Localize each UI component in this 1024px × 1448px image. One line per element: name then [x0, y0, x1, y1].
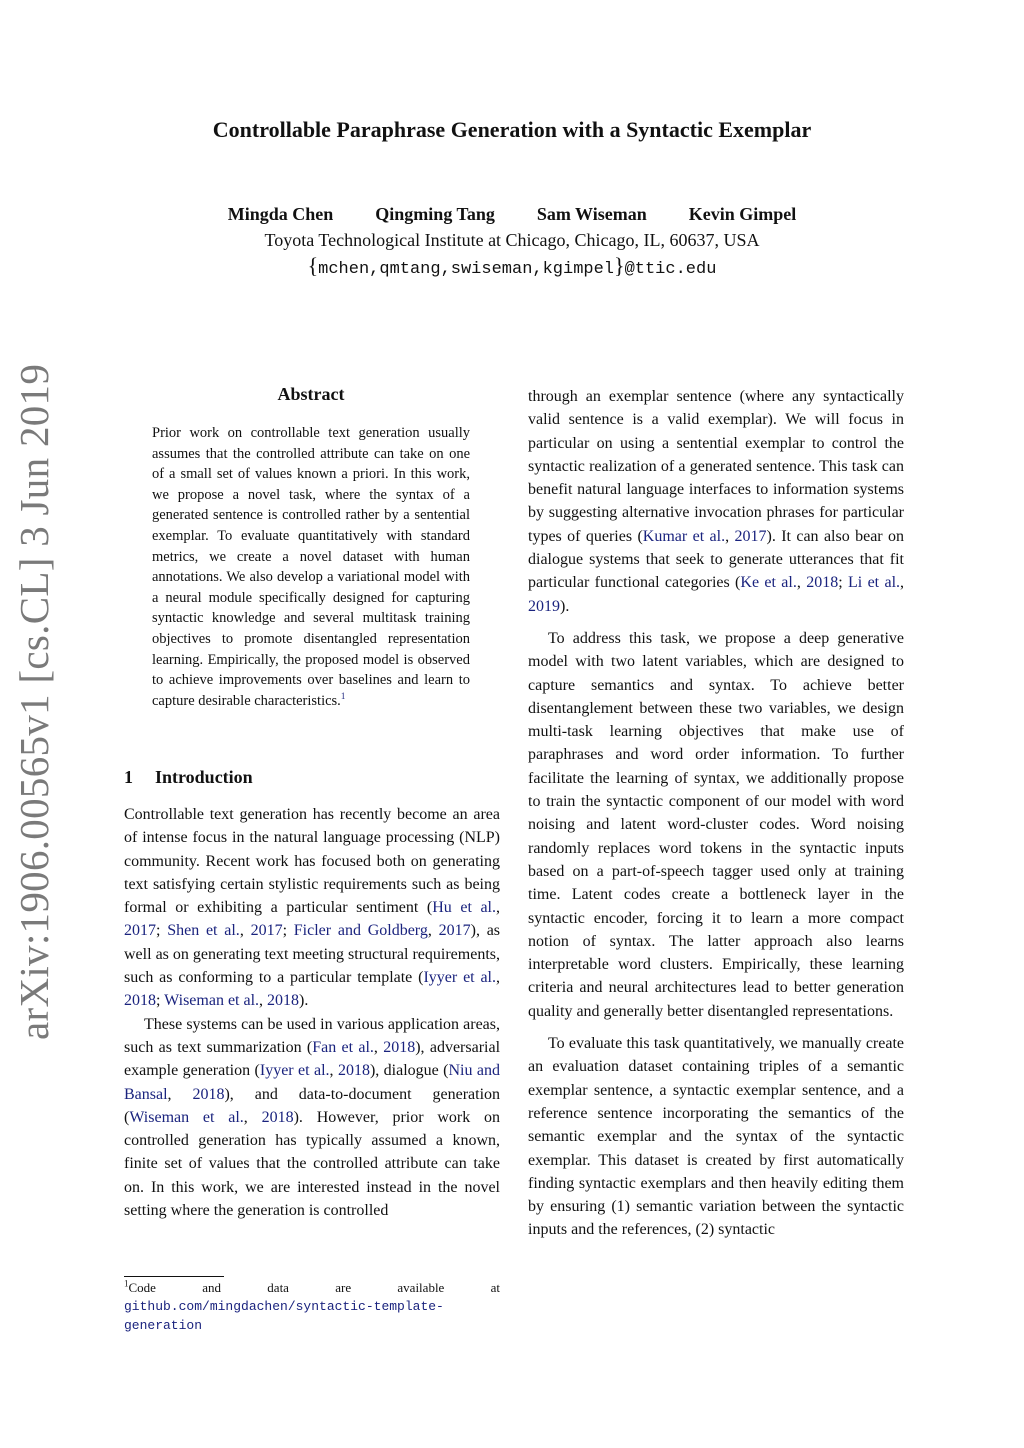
intro-paragraph-4: To address this task, we propose a deep generative model with two latent variables, which are designed to capture semantics and syntax. To achieve better disentanglement between these two variables, we design multi-task learning objectives that make use of paraphrases and word order information. To further facilitate the learning of syntax, we additionally propose to train the syntactic component of our model with word noising and latent word-cluster codes. Word noising randomly replaces word tokens in the syntactic inputs based on a part-of-speech tagger used only at training time. Latent codes create a bottleneck layer in the syntactic encoder, forcing it to learn a more compact notion of syntax. The latter approach also learns interpretable word clusters. Empirically, these learning criteria and neural architectures lead to better generation quality and generally better disentangled representations. — [528, 629, 904, 1020]
intro-paragraph-3 — [528, 385, 904, 618]
footnote-divider — [124, 1276, 224, 1277]
text: ; — [156, 922, 168, 940]
text: , — [496, 899, 501, 917]
citation-link[interactable]: 2018 — [383, 1038, 416, 1056]
citation-link[interactable]: Fan et al. — [312, 1038, 374, 1056]
text: , — [900, 574, 905, 592]
footnote-ref[interactable]: 1 — [340, 690, 346, 701]
author-name: Qingming Tang — [375, 204, 495, 224]
citation-link[interactable]: Wiseman et al. — [164, 992, 260, 1010]
citation-link[interactable]: 2017 — [438, 922, 471, 940]
cite-authors: Hu et al. — [432, 899, 497, 917]
citation-link[interactable]: Iyyer et al. — [259, 1062, 330, 1080]
text: , — [725, 527, 735, 545]
section-title: Introduction — [155, 767, 253, 787]
text: ; — [838, 574, 848, 592]
section-heading-introduction — [124, 767, 253, 788]
text: , — [373, 1038, 384, 1056]
author-emails — [0, 253, 1024, 279]
citation-link[interactable] — [432, 899, 496, 916]
text: ). It can also bear on dialogue systems that seek to generate utterances that fit particular functional categories ( — [528, 527, 905, 592]
section-number: 1 — [124, 767, 133, 787]
citation-link[interactable]: 2018 — [261, 1108, 294, 1126]
email-names: mchen,qmtang,swiseman,kgimpel — [318, 260, 615, 279]
text: ). — [299, 992, 309, 1010]
paper-title: Controllable Paraphrase Generation with a Syntactic Exemplar — [212, 117, 812, 142]
citation-link[interactable]: Ke et al. — [740, 574, 797, 592]
citation-link[interactable]: 2018 — [267, 992, 300, 1010]
footnote-link[interactable]: github.com/mingdachen/syntactic-template-generation — [124, 1299, 444, 1333]
citation-link[interactable]: Kumar et al. — [642, 527, 726, 545]
citation-link[interactable]: Shen et al. — [167, 922, 240, 940]
text: ), adversarial example generation ( — [124, 1038, 501, 1080]
arxiv-stamp: arXiv:1906.00565v1 [cs.CL] 3 Jun 2019 — [11, 363, 57, 1040]
text: through an exemplar sentence (where any syntactically valid sentence is a valid exemplar). We will focus in particular on using a sentential exemplar to control the syntactic realization of a generated sentence. This task can benefit natural language interfaces to information systems by suggesting alternative invocation phrases for particular types of queries ( — [528, 388, 904, 545]
text: Controllable text generation has recently become an area of intense focus in the natural language processing (NLP) community. Recent work has focused both on generating text satisfying certain stylistic requirements such as being formal or exhibiting a particular sentiment ( — [124, 806, 500, 917]
text: , — [427, 922, 439, 940]
footnote — [124, 1279, 500, 1335]
citation-link[interactable]: 2019 — [528, 597, 560, 615]
email-open-brace: { — [307, 253, 319, 278]
footnote-mark: 1 — [124, 1278, 129, 1289]
text: , — [329, 1062, 338, 1080]
citation-link[interactable]: 2018 — [192, 1085, 225, 1103]
abstract-heading: Abstract — [277, 384, 345, 404]
citation-link[interactable]: 2018 — [337, 1062, 370, 1080]
citation-link[interactable]: 2018 — [124, 992, 156, 1010]
abstract-text: Prior work on controllable text generation usually assumes that the controlled attribute can take on one of a small set of values known a priori. In this work, we propose a novel task, where the syntax of a generated sentence is controlled rather by a sentential exemplar. To evaluate quantitatively with standard metrics, we create a novel dataset with human annotations. We also develop a variational model with a neural module specifically designed for capturing syntactic knowledge and several multitask training objectives to promote disentangled representation learning. Empirically, the proposed model is observed to achieve improvements over baselines and learn to capture desirable characteristics. — [152, 425, 470, 709]
abstract-body — [152, 423, 470, 711]
text: ), dialogue ( — [369, 1062, 449, 1080]
text: ), and data-to-document generation ( — [124, 1085, 501, 1126]
author-name: Sam Wiseman — [536, 204, 647, 224]
email-close-brace: } — [614, 253, 625, 278]
email-domain: @ttic.edu — [624, 260, 717, 279]
text: ; — [156, 992, 165, 1010]
text: , — [496, 969, 501, 987]
text: ). — [560, 597, 570, 615]
text: ), as well as on generating text meeting structural requirements, such as conforming to a particular template ( — [124, 922, 501, 987]
footnote-text: Code and data are available at — [128, 1280, 500, 1295]
citation-link[interactable]: Ficler and Goldberg — [293, 922, 428, 940]
text: , — [239, 922, 251, 940]
text: , — [796, 574, 807, 592]
text: ). However, prior work on controlled generation has typically assumed a known, finite set of values that the controlled attribute can take on. In this work, we are interested instead in the novel setting where the generation is controlled — [124, 1108, 501, 1220]
citation-link[interactable]: 2017 — [734, 527, 767, 545]
intro-paragraph-1 — [124, 803, 500, 1013]
text: , — [167, 1085, 193, 1103]
intro-paragraph-5: To evaluate this task quantitatively, we manually create an evaluation dataset containing triples of a semantic exemplar sentence, a syntactic exemplar sentence, and a reference sentence incorporating the semantics of the semantic exemplar and the syntax of the syntactic exemplar. This dataset is created by first automatically finding syntactic exemplars and then heavily editing them by ensuring (1) semantic variation between the syntactic inputs and the references, (2) syntactic — [528, 1035, 904, 1239]
citation-link[interactable]: Iyyer et al. — [423, 969, 497, 987]
right-column — [528, 385, 904, 1242]
author-name: Mingda Chen — [227, 204, 334, 224]
author-list — [0, 204, 1024, 225]
intro-paragraph-2 — [124, 1013, 500, 1223]
left-column — [124, 803, 500, 1222]
citation-link[interactable]: 2017 — [124, 922, 156, 940]
text: ; — [282, 922, 294, 940]
citation-link[interactable]: Wiseman et al. — [129, 1108, 244, 1126]
text: , — [243, 1108, 262, 1126]
citation-link[interactable]: 2018 — [806, 574, 839, 592]
citation-link[interactable]: 2017 — [250, 922, 283, 940]
citation-link[interactable]: Li et al. — [848, 574, 901, 592]
affiliation: Toyota Technological Institute at Chicago, Chicago, IL, 60637, USA — [264, 230, 760, 250]
author-name: Kevin Gimpel — [688, 204, 797, 224]
text: , — [259, 992, 268, 1010]
citation-link[interactable]: Niu and Bansal — [124, 1062, 501, 1103]
text: These systems can be used in various application areas, such as text summarization ( — [124, 1015, 500, 1056]
